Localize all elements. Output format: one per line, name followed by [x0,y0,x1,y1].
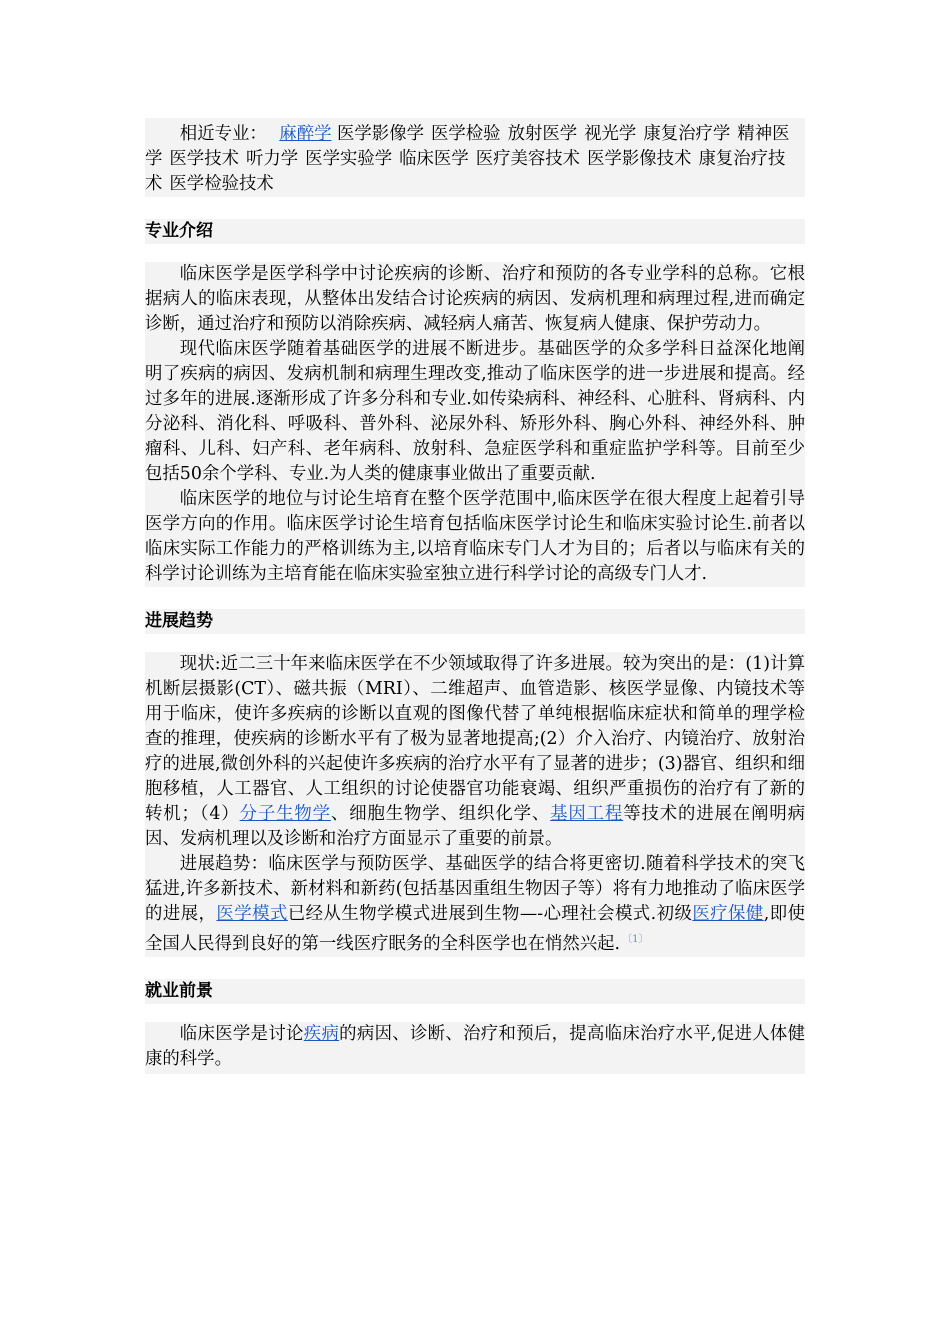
related-item: 放射医学 [507,124,578,144]
related-item: 精神医学 [145,124,790,169]
career-text: 临床医学是讨论 [179,1023,304,1044]
related-item: 医学实验学 [305,149,393,169]
trend-paragraph-2 [145,852,805,957]
link-disease[interactable]: 疾病 [303,1023,340,1044]
related-item: 医学检验技术 [169,174,274,194]
related-label: 相近专业： [179,124,267,144]
link-molecular-biology[interactable]: 分子生物学 [239,804,331,824]
heading-intro: 专业介绍 [145,221,213,241]
career-paragraph-1 [145,1022,805,1072]
reference-marker[interactable]: 〔1〕 [622,934,649,945]
trend-text: 现状:近二三十年来临床医学在不少领域取得了许多进展。较为突出的是：(1)计算机断层摄影(CT）、磁共振（MRI）、二维超声、血管造影、核医学显像、内镜技术等用于临床，使许多疾病的诊断以直观的图像代替了单纯根据临床症状和简单的理学检查的推理，使疾病的诊断水平有了极为显著地提高;(2）介入治疗、内镜治疗、放射治疗的进展,微创外科的兴起使许多疾病的治疗水平有了显著的进步；(3)器官、组织和细胞移植，人工器官、人工组织的讨论使器官功能衰竭、组织严重损伤的治疗有了新的转机；（4） [145,654,805,824]
section-gap [145,197,805,219]
related-item: 医学影像学 [337,124,424,144]
intro-paragraph-1: 临床医学是医学科学中讨论疾病的诊断、治疗和预防的各专业学科的总称。它根据病人的临床表现，从整体出发结合讨论疾病的病因、发病机理和病理过程,进而确定诊断，通过治疗和预防以消除疾病、减轻病人痛苦、恢复病人健康、保护劳动力。 [145,264,805,334]
related-item: 医学技术 [169,149,239,169]
related-link-anesthesiology[interactable]: 麻醉学 [279,124,332,144]
section-gap [145,634,805,652]
career-text: 的病因、诊断、治疗和预后，提高临床治疗水平,促进人体健康的科学。 [145,1023,805,1069]
heading-career: 就业前景 [145,980,213,1001]
related-item: 医学检验 [430,124,501,144]
related-item: 康复治疗技术 [145,149,786,194]
related-item: 视光学 [584,124,637,144]
intro-paragraph-3: 临床医学的地位与讨论生培育在整个医学范围中,临床医学在很大程度上起着引导医学方向的作用。临床医学讨论生培育包括临床医学讨论生和临床实验讨论生.前者以临床实际工作能力的严格训练为主,以培育临床专门人才为目的；后者以与临床有关的科学讨论训练为主培育能在临床实验室独立进行科学讨论的高级专门人才. [145,489,805,584]
section-gap [145,1004,805,1022]
link-genetic-engineering[interactable]: 基因工程 [550,804,624,824]
trend-text: 进展趋势：临床医学与预防医学、基础医学的结合将更密切.随着科学技术的突飞猛进,许多新技术、新材料和新药(包括基因重组生物因子等）将有力地推动了临床医学的进展， [145,854,805,924]
related-majors [145,122,805,197]
trend-paragraph-1 [145,652,805,852]
related-item: 医疗美容技术 [475,149,581,169]
intro-paragraph-2: 现代临床医学随着基础医学的进展不断进步。基础医学的众多学科日益深化地阐明了疾病的病因、发病机制和病理生理改变,推动了临床医学的进一步进展和提高。经过多年的进展.逐渐形成了许多分科和专业.如传染病科、神经科、心脏科、肾病科、内分泌科、消化科、呼吸科、普外科、泌尿外科、矫形外科、胸心外科、神经外科、肿瘤科、儿科、妇产科、老年病科、放射科、急症医学科和重症监护学科等。目前至少包括50余个学科、专业.为人类的健康事业做出了重要贡献. [145,339,805,484]
related-item: 康复治疗学 [643,124,731,144]
trend-text: 等技术的进展在阐明病因、发病机理以及诊断和治疗方面显示了重要的前景。 [145,804,805,849]
link-health-care[interactable]: 医疗保健 [692,904,764,924]
trend-text: 已经从生物学模式进展到生物—-心理社会模式.初级 [287,904,693,924]
article [145,118,805,1074]
trend-text: 、细胞生物学、组织化学、 [330,804,551,824]
related-item: 临床医学 [399,149,469,169]
section-gap [145,587,805,609]
section-gap [145,957,805,979]
trend-text: ,即使全国人民得到良好的第一线医疗眠务的全科医学也在悄然兴起. [145,904,805,954]
section-gap [145,244,805,262]
related-item: 医学影像技术 [587,149,692,169]
related-item: 听力学 [245,149,299,169]
heading-trend: 进展趋势 [145,611,213,631]
link-medical-model[interactable]: 医学模式 [216,904,288,924]
